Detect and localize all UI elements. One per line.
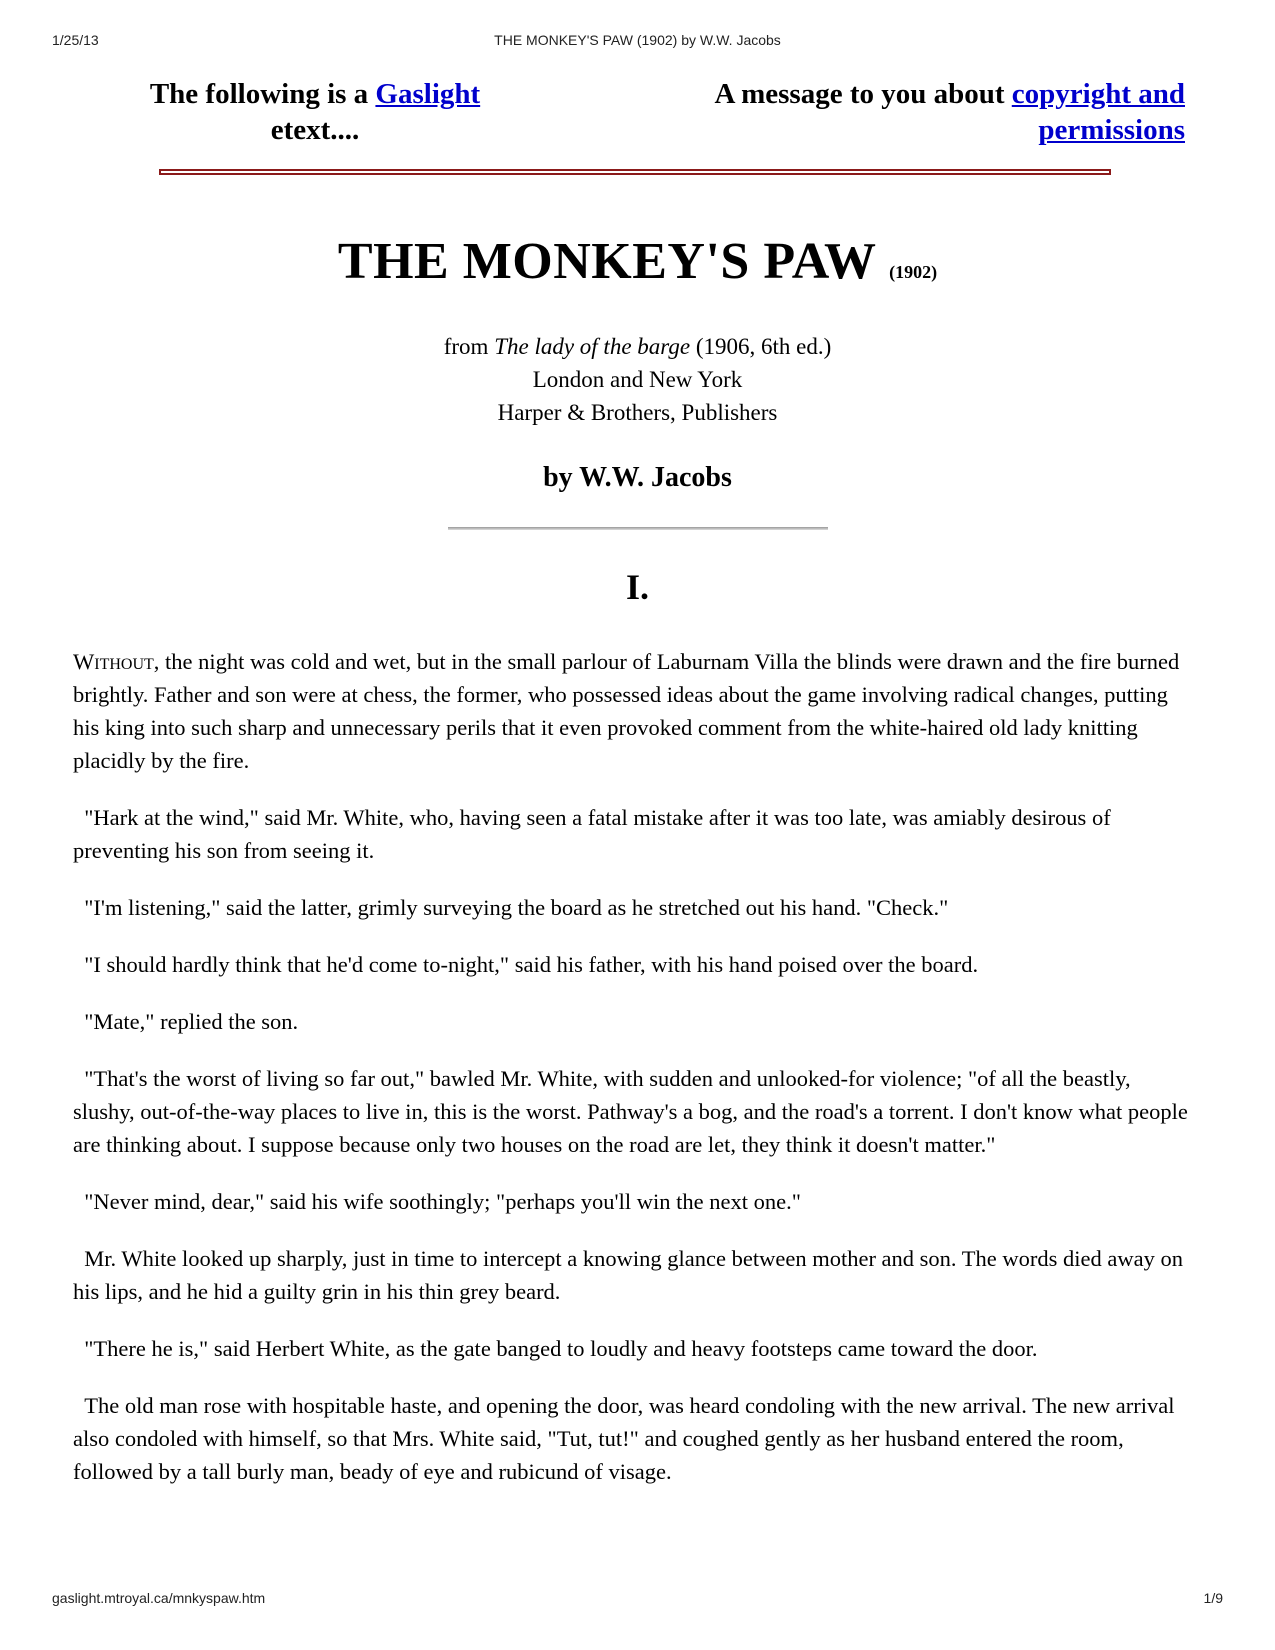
paragraph: "That's the worst of living so far out," bawled Mr. White, with sudden and unlooked-for violence; "of all the beastly, slushy, out-of-the-way places to live in, this is the worst. Pathway's a bog, and the road's a torrent. I don't know what people are thinking about. I suppose because only two houses on the road are let, they think it doesn't matter.": [73, 1066, 1188, 1157]
paragraph: "There he is," said Herbert White, as the gate banged to loudly and heavy footsteps came toward the door.: [73, 1336, 1038, 1361]
print-header: [52, 32, 1223, 52]
publication-info: [0, 330, 1275, 429]
story-title-text: THE MONKEY'S PAW: [337, 233, 876, 290]
print-page-number: 1/9: [1203, 1590, 1223, 1606]
story-body: [73, 645, 1193, 1512]
gaslight-link[interactable]: Gaslight: [375, 78, 481, 110]
copyright-link[interactable]: copyright and permissions: [1011, 78, 1185, 146]
paragraph: The old man rose with hospitable haste, and opening the door, was heard condoling with the new arrival. The new arrival also condoled with himself, so that Mrs. White said, "Tut, tut!" and coughed gently as her husband entered the room, followed by a tall burly man, beady of eye and rubicund of visage.: [73, 1393, 1175, 1484]
paragraph: "I should hardly think that he'd come to-night," said his father, with his hand poised over the board.: [73, 952, 979, 977]
book-title: The lady of the barge: [494, 334, 691, 359]
paragraph: [73, 645, 1193, 777]
print-page-title: THE MONKEY'S PAW (1902) by W.W. Jacobs: [494, 32, 781, 48]
book-edition: (1906, 6th ed.): [695, 334, 832, 359]
publication-source: [0, 330, 1275, 363]
publisher: Harper & Brothers, Publishers: [497, 400, 778, 425]
title-divider: [448, 527, 828, 530]
publication-place: London and New York: [532, 367, 743, 392]
banner-left-suffix: etext....: [270, 114, 360, 146]
paragraph: "I'm listening," said the latter, grimly surveying the board as he stretched out his hand. "Check.": [73, 895, 949, 920]
banner-right-prefix: A message to you about: [714, 78, 1005, 110]
banner-left-prefix: The following is a: [149, 78, 369, 110]
paragraph: "Hark at the wind," said Mr. White, who, having seen a fatal mistake after it was too late, was amiably desirous of preventing his son from seeing it.: [73, 805, 1111, 863]
print-footer: [52, 1590, 1223, 1610]
gaslight-banner: [100, 76, 1185, 156]
author-byline: by W.W. Jacobs: [543, 462, 732, 493]
print-date: 1/25/13: [52, 32, 99, 48]
from-prefix: from: [443, 334, 489, 359]
banner-right: [665, 76, 1185, 148]
banner-left: [100, 76, 530, 148]
paragraph-text: , the night was cold and wet, but in the small parlour of Laburnam Villa the blinds were drawn and the fire burned brightly. Father and son were at chess, the former, who possessed ideas about the game involving radical changes, putting his king into such sharp and unnecessary perils that it even provoked comment from the white-haired old lady knitting placidly by the fire.: [73, 649, 1180, 773]
story-year: (1902): [889, 262, 938, 282]
paragraph: "Mate," replied the son.: [73, 1009, 299, 1034]
story-title: [338, 233, 937, 290]
section-heading: I.: [625, 567, 649, 607]
banner-divider: [159, 169, 1111, 175]
print-url: gaslight.mtroyal.ca/mnkyspaw.htm: [52, 1590, 266, 1606]
title-block: [0, 232, 1275, 291]
drop-word: Without: [73, 649, 154, 674]
paragraph: "Never mind, dear," said his wife soothingly; "perhaps you'll win the next one.": [73, 1189, 801, 1214]
paragraph: Mr. White looked up sharply, just in time to intercept a knowing glance between mother and son. The words died away on his lips, and he hid a guilty grin in his thin grey beard.: [73, 1246, 1183, 1304]
